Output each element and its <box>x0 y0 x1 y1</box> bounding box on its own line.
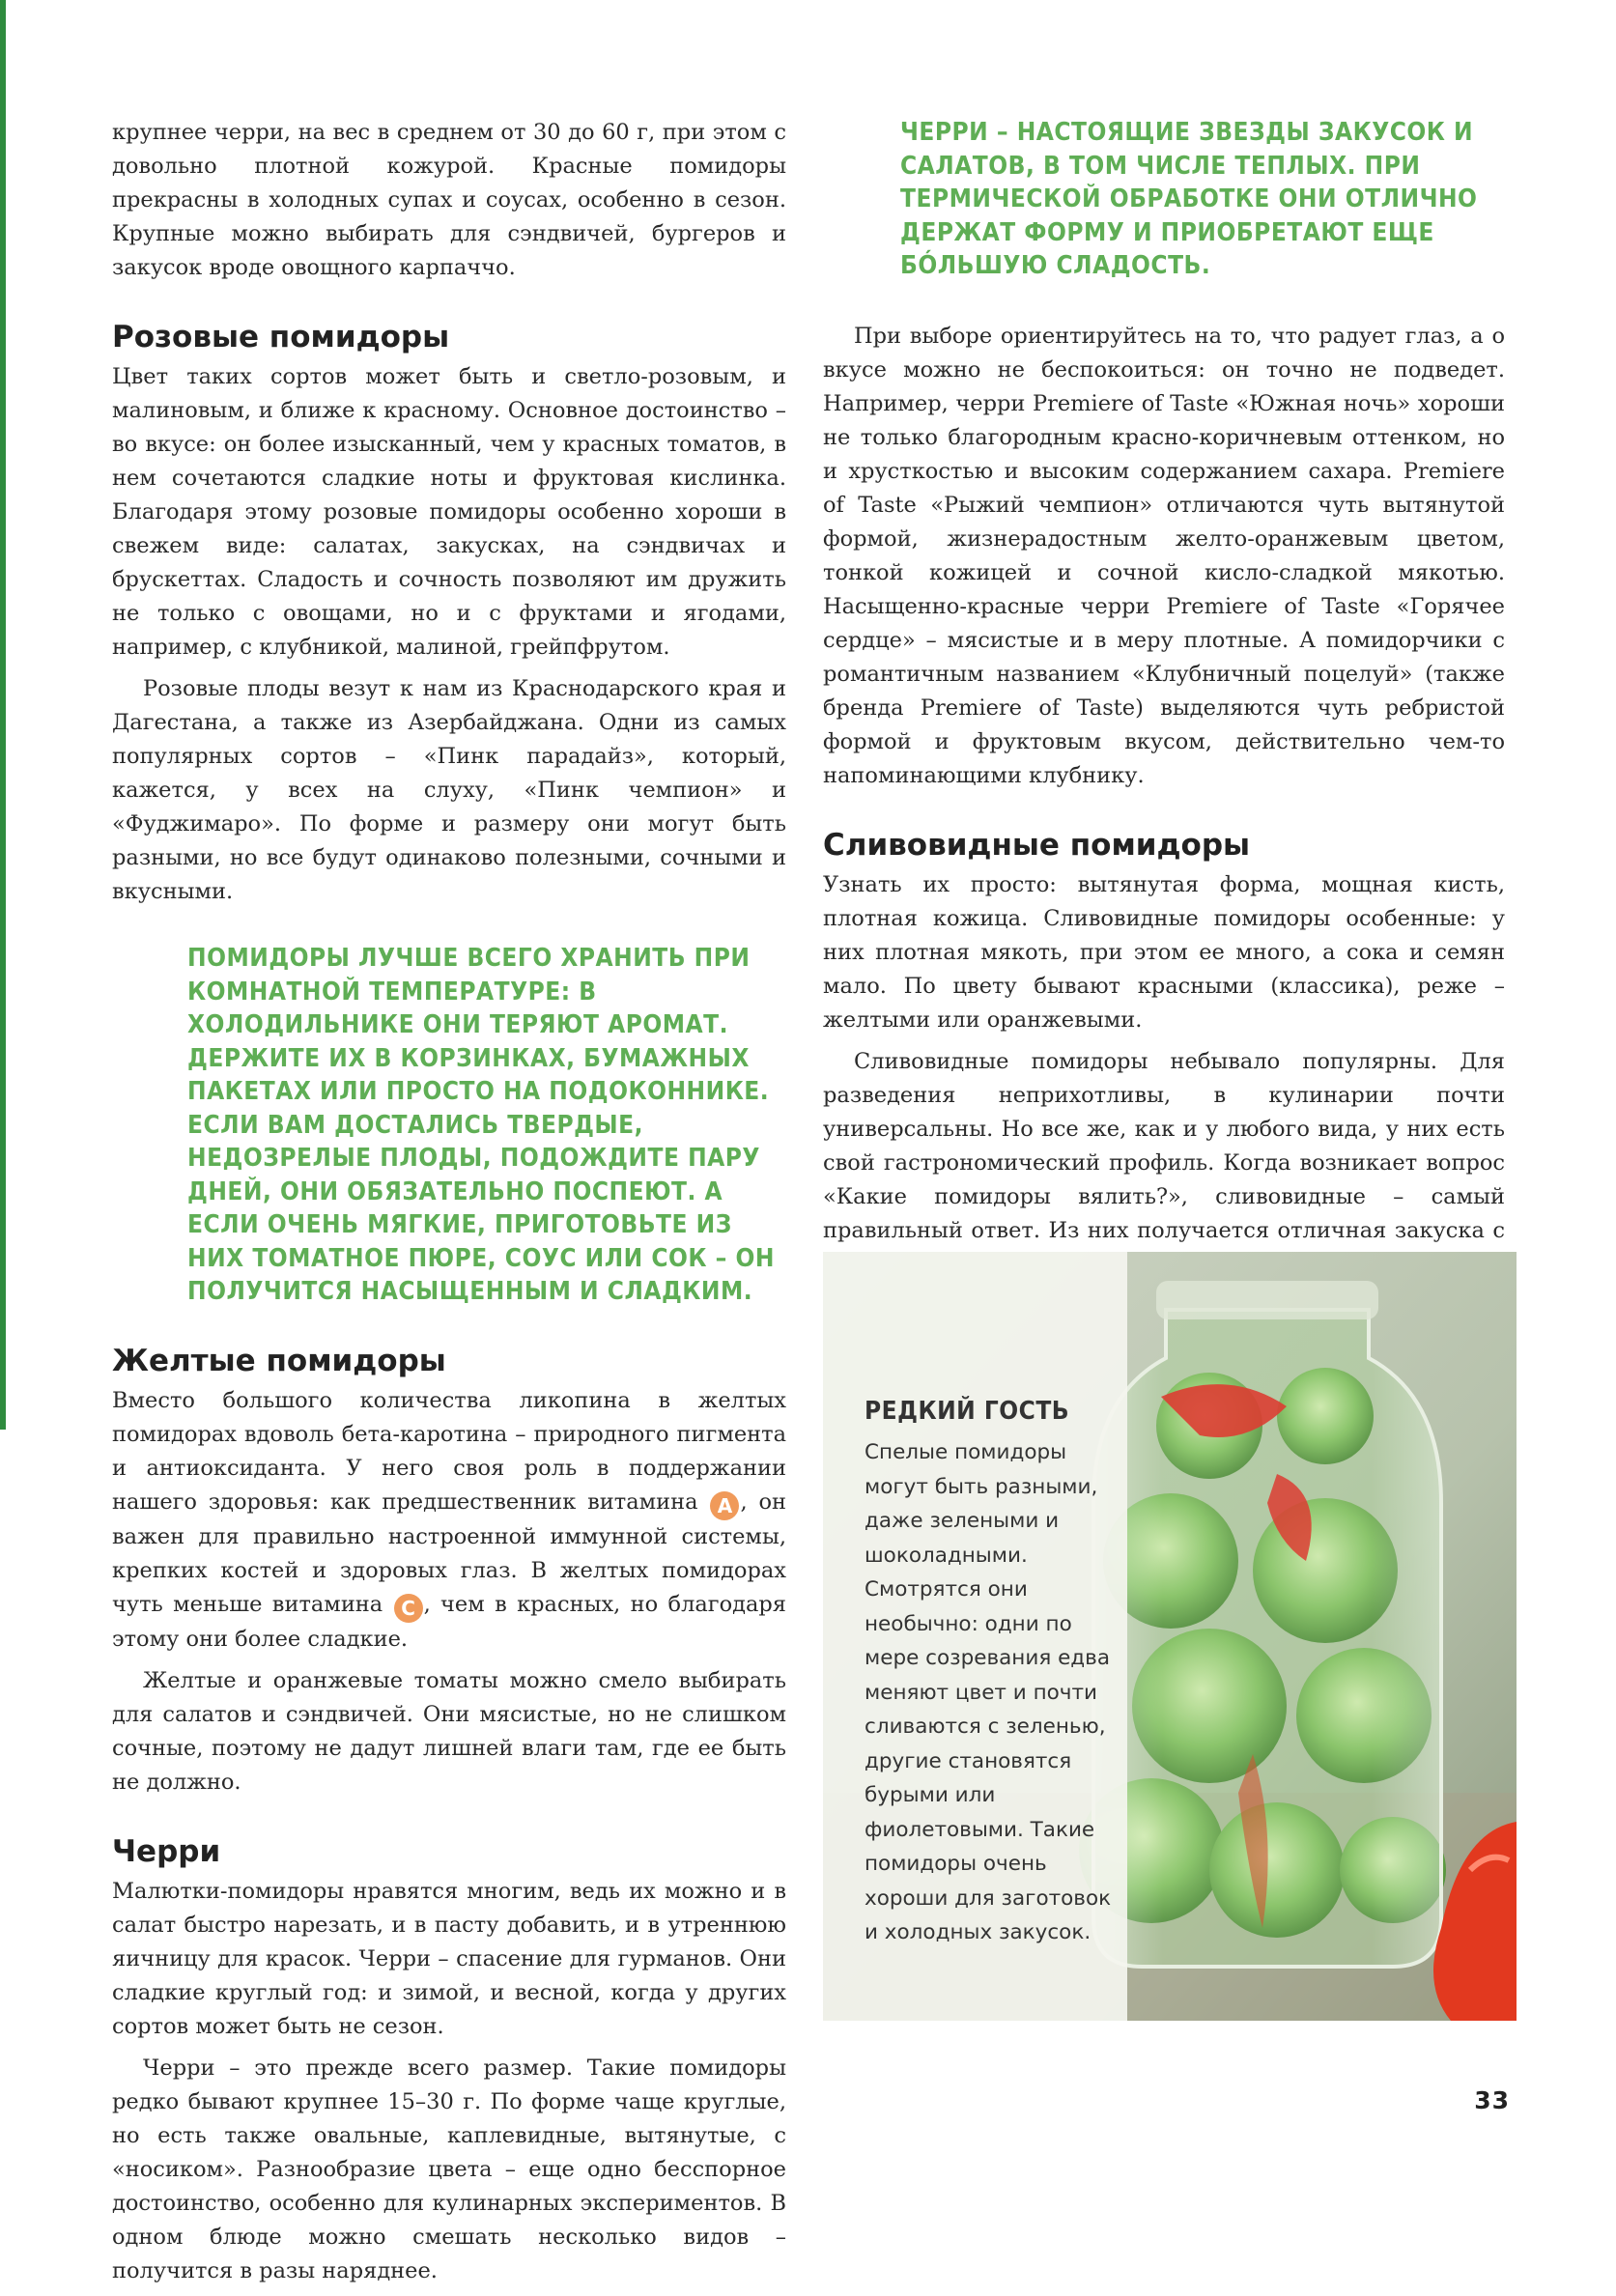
yellow-text-part-2: , он важен для правильно настроенной иммунной системы, крепких костей и здоровых глаз. В желтых помидорах чуть меньше витамина <box>112 1488 786 1617</box>
green-tomatoes-photo <box>823 1252 1517 2021</box>
yellow-paragraph-2: Желтые и оранжевые томаты можно смело выбирать для салатов и сэндвичей. Они мясистые, но не слишком сочные, поэтому не дадут лишней влаги там, где ее быть не должно. <box>112 1667 786 1795</box>
cherry-varieties-paragraph: При выборе ориентируйтесь на то, что радует глаз, а о вкусе можно не беспокоиться: он точно не подведет. Например, черри Premiere of Taste «Южная ночь» хороши не только благородным красно-коричневым оттенком, но и хрусткостью и высоким содержанием сахара. Premiere of Taste «Рыжий чемпион» отличаются чуть вытянутой формой, жизнерадостным желто-оранжевым цветом, тонкой кожицей и сочной кисло-сладкой мякотью. Насыщенно-красные черри Premiere of Taste «Горячее сердце» – мясистые и в меру плотные. А помидорчики с романтичным названием «Клубничный поцелуй» (также бренда Premiere of Taste) выделяются чуть ребристой формой и фруктовым вкусом, действительно чем-то напоминающими клубнику. <box>823 323 1505 788</box>
yellow-text-part-3: , чем в красных, но благодаря этому они более сладкие. <box>112 1591 786 1652</box>
page-number: 33 <box>1474 2086 1510 2114</box>
plum-paragraph-2: Сливовидные помидоры небывало популярны. Для разведения неприхотливы, в кулинарии почти универсальны. Но все же, как и у любого вида, у них есть свой гастрономический профиль. Когда возникает вопрос «Какие помидоры вялить?», сливовидные – самый правильный ответ. Из них получается отличная закуска с <box>823 1048 1505 1243</box>
vitamin-a-badge: A <box>710 1491 739 1520</box>
cherry-paragraph-2: Черри – это прежде всего размер. Такие помидоры редко бывают крупнее 15–30 г. По форме чаще круглые, но есть также овальные, каплевидные, вытянутые, с «носиком». Разнообразие цвета – еще одно бесспорное достоинство, особенно для кулинарных экспериментов. В одном блюде можно смешать несколько видов – получится в разы наряднее. <box>112 2055 786 2283</box>
cherry-heading: Черри <box>112 1833 221 1869</box>
pink-paragraph-2: Розовые плоды везут к нам из Краснодарского края и Дагестана, а также из Азербайджана. Одни из самых популярных сортов – «Пинк парадайз», который, кажется, у всех на слуху, «Пинк чемпион» и «Фуджимаро». По форме и размеру они могут быть разными, но все будут одинаково полезными, сочными и вкусными. <box>112 676 786 904</box>
left-column <box>112 116 786 2296</box>
pink-paragraph-1: Цвет таких сортов может быть и светло-розовым, и малиновым, и ближе к красному. Основное достоинство – во вкусе: он более изысканный, чем у красных томатов, в нем сочетаются сладкие ноты и фруктовая кислинка. Благодаря этому розовые помидоры особенно хороши в свежем виде: салатах, закусках, на сэндвичах и брускеттах. Сладость и сочность позволяют им дружить не только с овощами, но и с фруктами и ягодами, например, с клубникой, малиной, грейпфрутом. <box>112 364 786 660</box>
yellow-tomatoes-heading: Желтые помидоры <box>112 1343 446 1378</box>
rare-guest-sidebar <box>823 1252 1127 2021</box>
yellow-paragraph-1 <box>112 1384 786 1657</box>
plum-tomatoes-heading: Сливовидные помидоры <box>823 827 1251 863</box>
pink-tomatoes-heading: Розовые помидоры <box>112 320 450 354</box>
page-edge-bar <box>0 0 6 1430</box>
intro-paragraph: крупнее черри, на вес в среднем от 30 до 60 г, при этом с довольно плотной кожурой. Красные помидоры прекрасны в холодных супах и соусах, особенно в сезон. Крупные можно выбирать для сэндвичей, бургеров и закусок вроде овощного карпаччо. <box>112 120 786 280</box>
vitamin-c-badge: C <box>394 1594 423 1623</box>
sidebar-text: Спелые помидоры могут быть разными, даже зелеными и шоколадными. Смотрятся они необычно: одни по мере созревания едва меняют цвет и почти сливаются с зеленью, другие становятся бурыми или фиолетовыми. Такие помидоры очень хороши для заготовок и холодных закусок. <box>865 1440 1112 1944</box>
storage-callout: ПОМИДОРЫ ЛУЧШЕ ВСЕГО ХРАНИТЬ ПРИ КОМНАТНОЙ ТЕМПЕРАТУРЕ: В ХОЛОДИЛЬНИКЕ ОНИ ТЕРЯЮТ АРОМАТ. ДЕРЖИТЕ ИХ В КОРЗИНКАХ, БУМАЖНЫХ ПАКЕТАХ ИЛИ ПРОСТО НА ПОДОКОННИКЕ. ЕСЛИ ВАМ ДОСТАЛИСЬ ТВЕРДЫЕ, НЕДОЗРЕЛЫЕ ПЛОДЫ, ПОДОЖДИТЕ ПАРУ ДНЕЙ, ОНИ ОБЯЗАТЕЛЬНО ПОСПЕЮТ. А ЕСЛИ ОЧЕНЬ МЯГКИЕ, ПРИГОТОВЬТЕ ИЗ НИХ ТОМАТНОЕ ПЮРЕ, СОУС ИЛИ СОК – ОН ПОЛУЧИТСЯ НАСЫЩЕННЫМ И СЛАДКИМ. <box>187 944 775 1306</box>
sidebar-title: РЕДКИЙ ГОСТЬ <box>865 1397 1070 1426</box>
cherry-paragraph-1: Малютки-помидоры нравятся многим, ведь их можно и в салат быстро нарезать, и в пасту добавить, и в утреннюю яичницу для красок. Черри – спасение для гурманов. Они сладкие круглый год: и зимой, и весной, когда у других сортов может быть не сезон. <box>112 1878 786 2039</box>
right-column <box>823 116 1505 1323</box>
cherry-callout: ЧЕРРИ – НАСТОЯЩИЕ ЗВЕЗДЫ ЗАКУСОК И САЛАТОВ, В ТОМ ЧИСЛЕ ТЕПЛЫХ. ПРИ ТЕРМИЧЕСКОЙ ОБРАБОТКЕ ОНИ ОТЛИЧНО ДЕРЖАТ ФОРМУ И ПРИОБРЕТАЮТ ЕЩЕ БÓЛЬШУЮ СЛАДОСТЬ. <box>900 118 1478 280</box>
yellow-text-part-1: Вместо большого количества ликопина в желтых помидорах вдоволь бета-каротина – природного пигмента и антиоксиданта. У него своя роль в поддержании нашего здоровья: как предшественник витамина <box>112 1387 786 1515</box>
plum-paragraph-1: Узнать их просто: вытянутая форма, мощная кисть, плотная кожица. Сливовидные помидоры особенные: у них плотная мякоть, при этом ее много, а сока и семян мало. По цвету бывают красными (классика), реже – желтыми или оранжевыми. <box>823 871 1505 1033</box>
